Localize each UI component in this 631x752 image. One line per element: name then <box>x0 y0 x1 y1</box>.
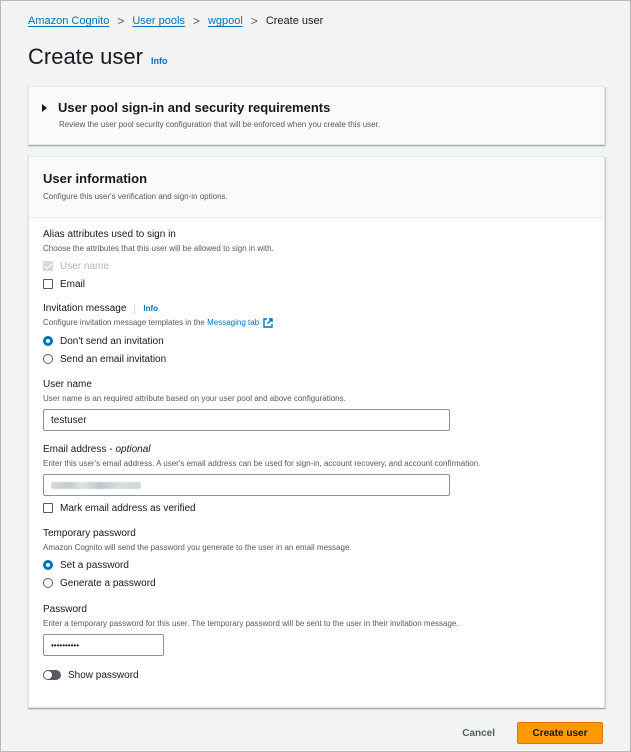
breadcrumb-current: Create user <box>265 15 324 27</box>
page-header <box>28 44 167 70</box>
security-requirements-panel <box>28 86 605 145</box>
breadcrumb <box>28 14 323 28</box>
dont-send-invitation-radio[interactable] <box>43 332 273 350</box>
email-field <box>43 444 480 517</box>
username-input[interactable]: testuser <box>43 409 450 431</box>
radio-selected-icon[interactable] <box>43 336 53 346</box>
mark-email-verified-checkbox[interactable] <box>43 499 480 517</box>
password-label: Password <box>43 604 87 615</box>
user-information-description: Configure this user's verification and sign-in options. <box>43 192 228 201</box>
radio-icon[interactable] <box>43 578 53 588</box>
checkbox-icon[interactable] <box>43 279 53 289</box>
generate-password-radio[interactable] <box>43 574 352 592</box>
set-password-label: Set a password <box>60 559 129 571</box>
create-user-button[interactable]: Create user <box>517 722 603 744</box>
external-link-icon[interactable] <box>263 318 273 328</box>
set-password-radio[interactable] <box>43 556 352 574</box>
generate-password-label: Generate a password <box>60 577 156 589</box>
invitation-message-description <box>43 318 273 328</box>
breadcrumb-wgpool[interactable]: wgpool <box>207 15 243 27</box>
alias-attributes-field <box>43 229 274 293</box>
show-password-label: Show password <box>68 669 139 681</box>
temporary-password-field <box>43 528 352 592</box>
divider <box>134 304 135 314</box>
messaging-tab-link[interactable]: Messaging tab <box>207 318 260 328</box>
password-input[interactable]: •••••••••• <box>43 634 164 656</box>
toggle-switch-icon[interactable] <box>43 670 61 680</box>
chevron-right-icon: > <box>117 14 125 28</box>
breadcrumb-user-pools[interactable]: User pools <box>132 15 185 27</box>
cancel-button[interactable]: Cancel <box>462 727 495 739</box>
email-description: Enter this user's email address. A user's email address can be used for sign-in, account recovery, and account confirmation. <box>43 459 481 468</box>
breadcrumb-amazon-cognito[interactable]: Amazon Cognito <box>28 15 110 27</box>
mark-email-verified-label: Mark email address as verified <box>60 502 196 514</box>
email-label: Email address - <box>43 444 113 455</box>
send-email-invitation-label: Send an email invitation <box>60 353 167 365</box>
caret-right-icon <box>42 104 47 112</box>
redacted-email-value <box>51 482 141 489</box>
email-optional-label: optional <box>115 444 151 455</box>
security-requirements-title: User pool sign-in and security requirements <box>58 100 331 115</box>
show-password-toggle[interactable] <box>43 666 459 684</box>
password-field <box>43 604 459 684</box>
page-info-link[interactable]: Info <box>150 56 168 66</box>
chevron-right-icon: > <box>192 14 200 28</box>
checkbox-checked-icon <box>43 261 53 271</box>
chevron-right-icon: > <box>250 14 258 28</box>
radio-icon[interactable] <box>43 354 53 364</box>
invitation-description-text: Configure invitation message templates in the <box>43 318 205 328</box>
alias-attributes-label: Alias attributes used to sign in <box>43 229 176 240</box>
alias-email-label: Email <box>60 278 86 290</box>
username-label: User name <box>43 379 92 390</box>
alias-attributes-description: Choose the attributes that this user will be allowed to sign in with. <box>43 244 274 253</box>
page-title: Create user <box>28 44 143 69</box>
radio-selected-icon[interactable] <box>43 560 53 570</box>
invitation-message-label: Invitation message <box>43 303 127 314</box>
dont-send-invitation-label: Don't send an invitation <box>60 335 164 347</box>
user-information-panel <box>28 156 605 708</box>
password-description: Enter a temporary password for this user. The temporary password will be sent to the user in their invitation message. <box>43 619 459 628</box>
invitation-message-field <box>43 303 273 368</box>
security-requirements-toggle[interactable] <box>42 100 330 115</box>
temporary-password-label: Temporary password <box>43 528 136 539</box>
invitation-info-link[interactable]: Info <box>143 304 159 313</box>
user-information-header <box>29 157 604 218</box>
username-field <box>43 379 450 431</box>
alias-username-label: User name <box>60 260 109 272</box>
user-information-title: User information <box>43 171 148 186</box>
checkbox-icon[interactable] <box>43 503 53 513</box>
username-description: User name is an required attribute based on your user pool and above configurations. <box>43 394 346 403</box>
email-input[interactable] <box>43 474 450 496</box>
form-actions <box>462 722 603 744</box>
security-requirements-description: Review the user pool security configuration that will be enforced when you create this user. <box>59 120 381 129</box>
alias-username-checkbox <box>43 257 274 275</box>
alias-email-checkbox[interactable] <box>43 275 274 293</box>
temporary-password-description: Amazon Cognito will send the password you generate to the user in an email message. <box>43 543 352 552</box>
send-email-invitation-radio[interactable] <box>43 350 273 368</box>
